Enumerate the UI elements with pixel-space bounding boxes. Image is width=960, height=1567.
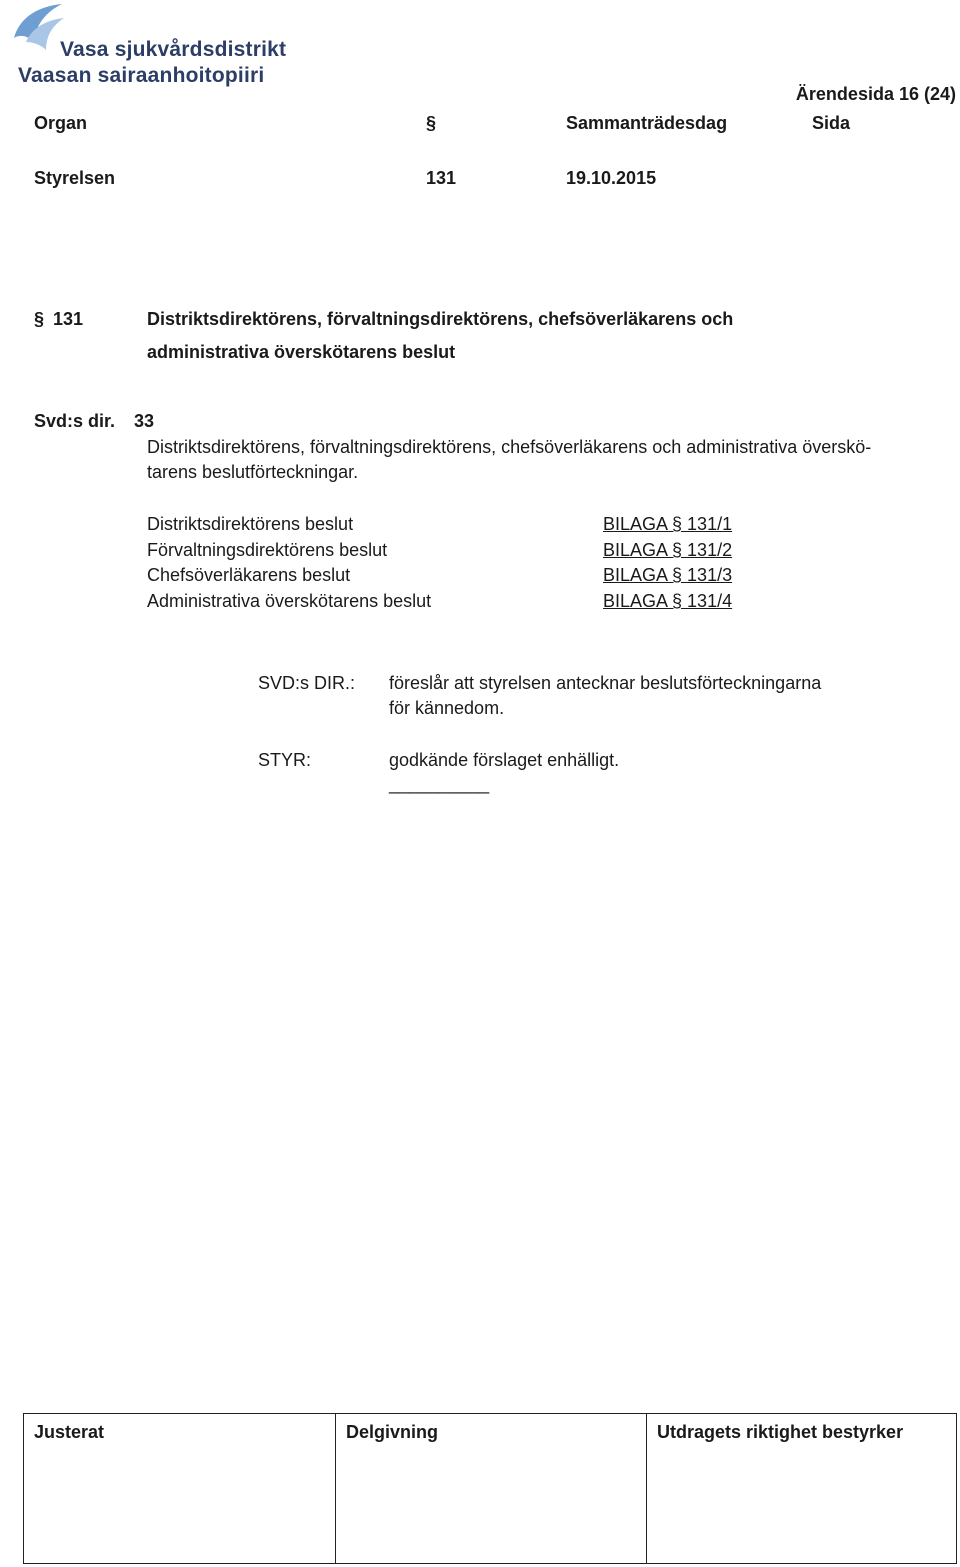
- attachment-name-2: Förvaltningsdirektörens beslut: [147, 540, 388, 560]
- preparation-text-line-2: tarens beslutförteckningar.: [147, 462, 359, 482]
- logo-mark-icon: [6, 2, 66, 60]
- footer-utdrag-label: Utdragets riktighet bestyrker: [657, 1422, 904, 1442]
- decision-text: godkände förslaget enhälligt.: [389, 750, 620, 770]
- section-title-line-2: administrativa överskötarens beslut: [147, 342, 456, 362]
- proposal-text-line-2: för kännedom.: [389, 698, 505, 718]
- footer-cell-delgivning: [335, 1414, 646, 1563]
- section-title-line-1: Distriktsdirektörens, förvaltningsdirektörens, chefsöverläkarens och: [147, 309, 734, 329]
- header-col-page: Sida: [812, 113, 851, 133]
- preparation-ref-label: Svd:s dir.: [34, 411, 116, 431]
- footer-delgivning-label: Delgivning: [346, 1422, 439, 1442]
- footer-signature-table: [23, 1413, 957, 1564]
- attachment-name-4: Administrativa överskötarens beslut: [147, 591, 432, 611]
- decision-separator: __________: [389, 774, 490, 794]
- footer-cell-utdrag: [646, 1414, 956, 1563]
- header-col-organ: Organ: [34, 113, 88, 133]
- meeting-date-value: 19.10.2015: [566, 168, 657, 188]
- attachment-ref-1[interactable]: BILAGA § 131/1: [603, 514, 733, 534]
- decision-label: STYR:: [258, 750, 312, 770]
- section-symbol: §: [34, 309, 45, 329]
- preparation-text-line-1: Distriktsdirektörens, förvaltningsdirektörens, chefsöverläkarens och administrativa överskö-: [147, 437, 872, 457]
- header-col-meeting-day: Sammanträdesdag: [566, 113, 728, 133]
- footer-justerat-label: Justerat: [34, 1422, 105, 1442]
- page-number-label: Ärendesida 16 (24): [795, 84, 956, 104]
- attachment-name-1: Distriktsdirektörens beslut: [147, 514, 354, 534]
- attachment-ref-3[interactable]: BILAGA § 131/3: [603, 565, 733, 585]
- proposal-label: SVD:s DIR.:: [258, 673, 356, 693]
- organ-value: Styrelsen: [34, 168, 116, 188]
- attachment-ref-4[interactable]: BILAGA § 131/4: [603, 591, 733, 611]
- proposal-text-line-1: föreslår att styrelsen antecknar beslutsförteckningarna: [389, 673, 822, 693]
- attachment-ref-2[interactable]: BILAGA § 131/2: [603, 540, 733, 560]
- footer-cell-justerat: [24, 1414, 335, 1563]
- section-number: 131: [53, 309, 84, 329]
- logo-name-swedish: Vasa sjukvårdsdistrikt: [60, 38, 287, 61]
- attachment-name-3: Chefsöverläkarens beslut: [147, 565, 351, 585]
- header-col-section: §: [426, 113, 437, 133]
- section-number-value: 131: [426, 168, 457, 188]
- preparation-ref-number: 33: [134, 411, 155, 431]
- logo-name-finnish: Vaasan sairaanhoitopiiri: [18, 64, 265, 87]
